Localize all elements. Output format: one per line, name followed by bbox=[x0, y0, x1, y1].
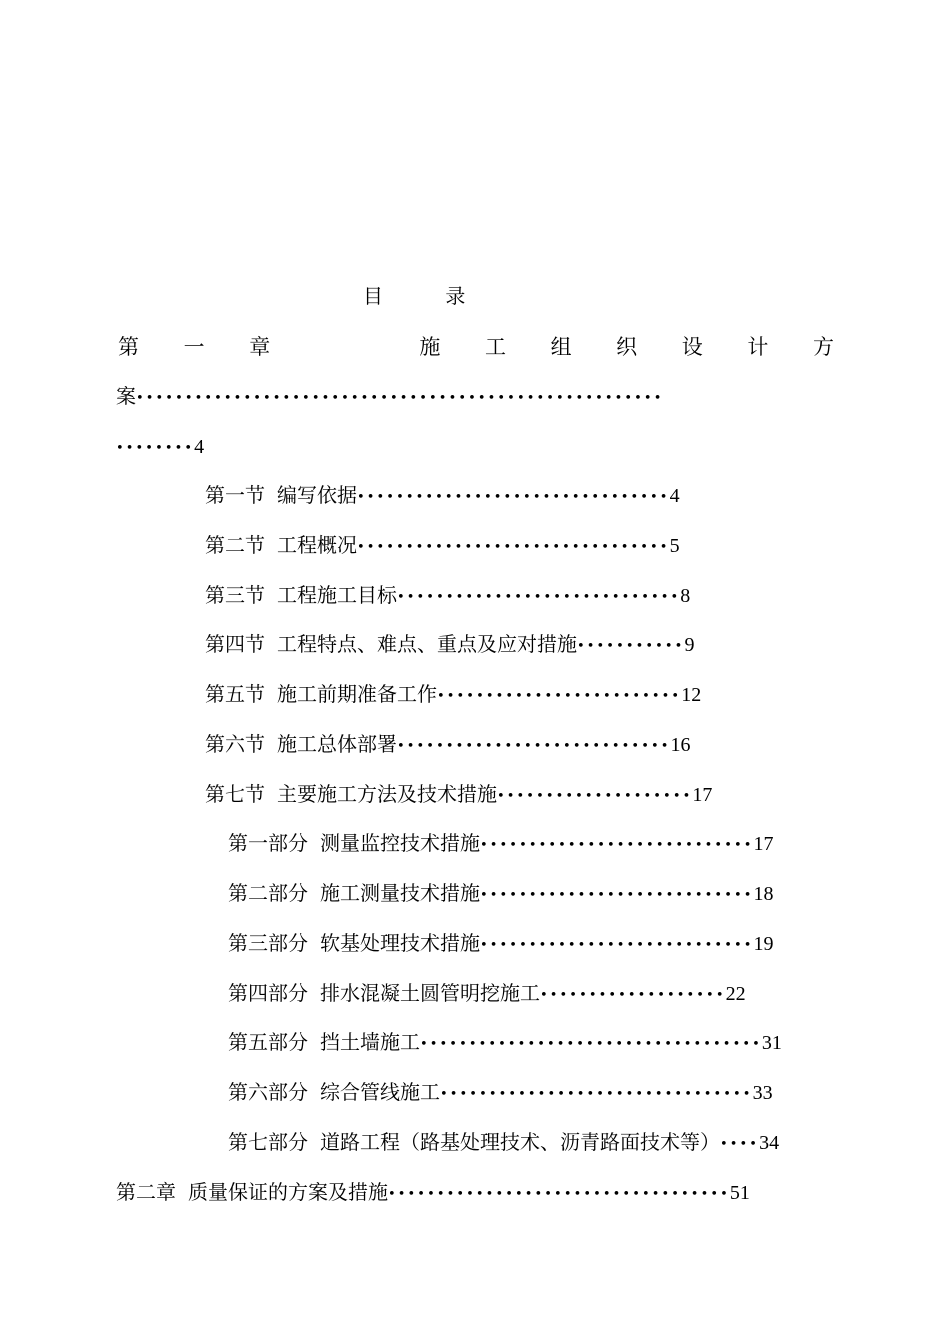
part-title: 综合管线施工 bbox=[320, 1080, 440, 1104]
chapter1-char: 第 bbox=[118, 335, 139, 359]
leader-dots: •••••••••••••••••••••••••••••••••••••••••••••••••••••• bbox=[136, 391, 664, 406]
leader-dots: •••••••••••••••••••••••••••• bbox=[480, 838, 754, 853]
part-title: 挡土墙施工 bbox=[320, 1030, 420, 1054]
page-number: 4 bbox=[669, 485, 680, 507]
section-title: 工程施工目标 bbox=[277, 583, 397, 607]
leader-dots: ••••••••••••••••••••••••• bbox=[437, 689, 682, 704]
toc-title: 目 录 bbox=[363, 284, 494, 308]
part-label: 第五部分 bbox=[228, 1030, 308, 1054]
toc-entry-section-3[interactable] bbox=[205, 580, 690, 610]
page-number: 8 bbox=[680, 585, 691, 607]
section-title: 编写依据 bbox=[277, 483, 357, 507]
toc-entry-section-1[interactable] bbox=[205, 480, 680, 510]
part-title: 软基处理技术措施 bbox=[320, 931, 480, 955]
page-number: 17 bbox=[753, 833, 774, 855]
leader-dots: ••••••••••••••••••••••••••••••••••• bbox=[388, 1187, 730, 1202]
chapter-label: 第二章 bbox=[116, 1180, 176, 1204]
chapter1-page-line[interactable] bbox=[116, 431, 204, 461]
chapter1-char: 组 bbox=[550, 335, 572, 359]
part-title: 道路工程（路基处理技术、沥青路面技术等） bbox=[320, 1130, 720, 1154]
page-number: 19 bbox=[753, 933, 774, 955]
leader-dots: •••••••••••••••••••••••••••••••• bbox=[440, 1087, 753, 1102]
chapter1-char: 章 bbox=[249, 335, 271, 359]
toc-entry-section-5[interactable] bbox=[205, 679, 701, 709]
leader-dots: •••••••••••••••••••••••••••• bbox=[480, 888, 754, 903]
toc-entry-part-2[interactable] bbox=[228, 878, 774, 908]
section-title: 施工总体部署 bbox=[277, 732, 397, 756]
leader-dots: ••••••••••• bbox=[577, 639, 685, 654]
part-label: 第三部分 bbox=[228, 931, 308, 955]
toc-entry-part-1[interactable] bbox=[228, 828, 774, 858]
toc-entry-part-5[interactable] bbox=[228, 1027, 782, 1057]
part-label: 第二部分 bbox=[228, 881, 308, 905]
page-number: 9 bbox=[684, 634, 695, 656]
toc-entry-section-6[interactable] bbox=[205, 729, 691, 759]
chapter1-char: 方 bbox=[812, 335, 834, 359]
page-number: 5 bbox=[669, 535, 680, 557]
leader-dots: •••••••• bbox=[116, 441, 195, 456]
toc-entry-part-3[interactable] bbox=[228, 928, 774, 958]
leader-dots: ••••••••••••••••••• bbox=[540, 988, 726, 1003]
section-label: 第三节 bbox=[205, 583, 265, 607]
section-label: 第七节 bbox=[205, 782, 265, 806]
leader-dots: ••••••••••••••••••••••••••••• bbox=[397, 590, 681, 605]
toc-entry-part-6[interactable] bbox=[228, 1077, 773, 1107]
toc-entry-part-4[interactable] bbox=[228, 978, 746, 1008]
chapter1-continuation[interactable] bbox=[116, 381, 663, 411]
leader-dots: •••••••••••••••••••• bbox=[497, 789, 693, 804]
section-title: 主要施工方法及技术措施 bbox=[277, 782, 497, 806]
toc-entry-part-7[interactable] bbox=[228, 1127, 779, 1157]
leader-dots: •••••••••••••••••••••••••••• bbox=[480, 938, 754, 953]
leader-dots: •••••••••••••••••••••••••••••••• bbox=[357, 540, 670, 555]
leader-dots: ••••••••••••••••••••••••••••••••••• bbox=[420, 1037, 762, 1052]
toc-entry-section-2[interactable] bbox=[205, 530, 680, 560]
page-number: 51 bbox=[729, 1182, 750, 1204]
part-title: 测量监控技术措施 bbox=[320, 831, 480, 855]
page-number: 22 bbox=[725, 983, 746, 1005]
page-number: 31 bbox=[761, 1032, 782, 1054]
part-label: 第六部分 bbox=[228, 1080, 308, 1104]
chapter1-char: 计 bbox=[747, 335, 769, 359]
page-number: 16 bbox=[670, 734, 691, 756]
part-label: 第四部分 bbox=[228, 981, 308, 1005]
page-number: 4 bbox=[194, 436, 205, 458]
section-title: 施工前期准备工作 bbox=[277, 682, 437, 706]
section-label: 第一节 bbox=[205, 483, 265, 507]
page-number: 33 bbox=[752, 1082, 773, 1104]
chapter1-char: 一 bbox=[183, 335, 205, 359]
chapter1-heading[interactable] bbox=[118, 331, 834, 363]
chapter1-char: 设 bbox=[681, 335, 703, 359]
leader-dots: •••••••••••••••••••••••••••• bbox=[397, 739, 671, 754]
chapter1-char: 工 bbox=[484, 335, 506, 359]
page-number: 17 bbox=[692, 784, 713, 806]
section-title: 工程概况 bbox=[277, 533, 357, 557]
chapter1-char: 织 bbox=[616, 335, 638, 359]
page-number: 34 bbox=[759, 1132, 780, 1154]
page-number: 12 bbox=[681, 684, 702, 706]
section-label: 第六节 bbox=[205, 732, 265, 756]
section-label: 第二节 bbox=[205, 533, 265, 557]
leader-dots: •••••••••••••••••••••••••••••••• bbox=[357, 490, 670, 505]
section-label: 第五节 bbox=[205, 682, 265, 706]
toc-entry-section-7[interactable] bbox=[205, 779, 712, 809]
toc-entry-chapter-2[interactable] bbox=[116, 1177, 750, 1207]
leader-dots: •••• bbox=[720, 1137, 760, 1152]
toc-entry-section-4[interactable] bbox=[205, 629, 694, 659]
section-title: 工程特点、难点、重点及应对措施 bbox=[277, 632, 577, 656]
page-number: 18 bbox=[753, 883, 774, 905]
part-label: 第七部分 bbox=[228, 1130, 308, 1154]
part-title: 施工测量技术措施 bbox=[320, 881, 480, 905]
section-label: 第四节 bbox=[205, 632, 265, 656]
chapter-title: 质量保证的方案及措施 bbox=[188, 1180, 388, 1204]
chapter1-char: 施 bbox=[419, 335, 441, 359]
part-title: 排水混凝土圆管明挖施工 bbox=[320, 981, 540, 1005]
chapter1-gap bbox=[315, 331, 375, 363]
chapter1-cont-char: 案 bbox=[116, 384, 136, 408]
part-label: 第一部分 bbox=[228, 831, 308, 855]
